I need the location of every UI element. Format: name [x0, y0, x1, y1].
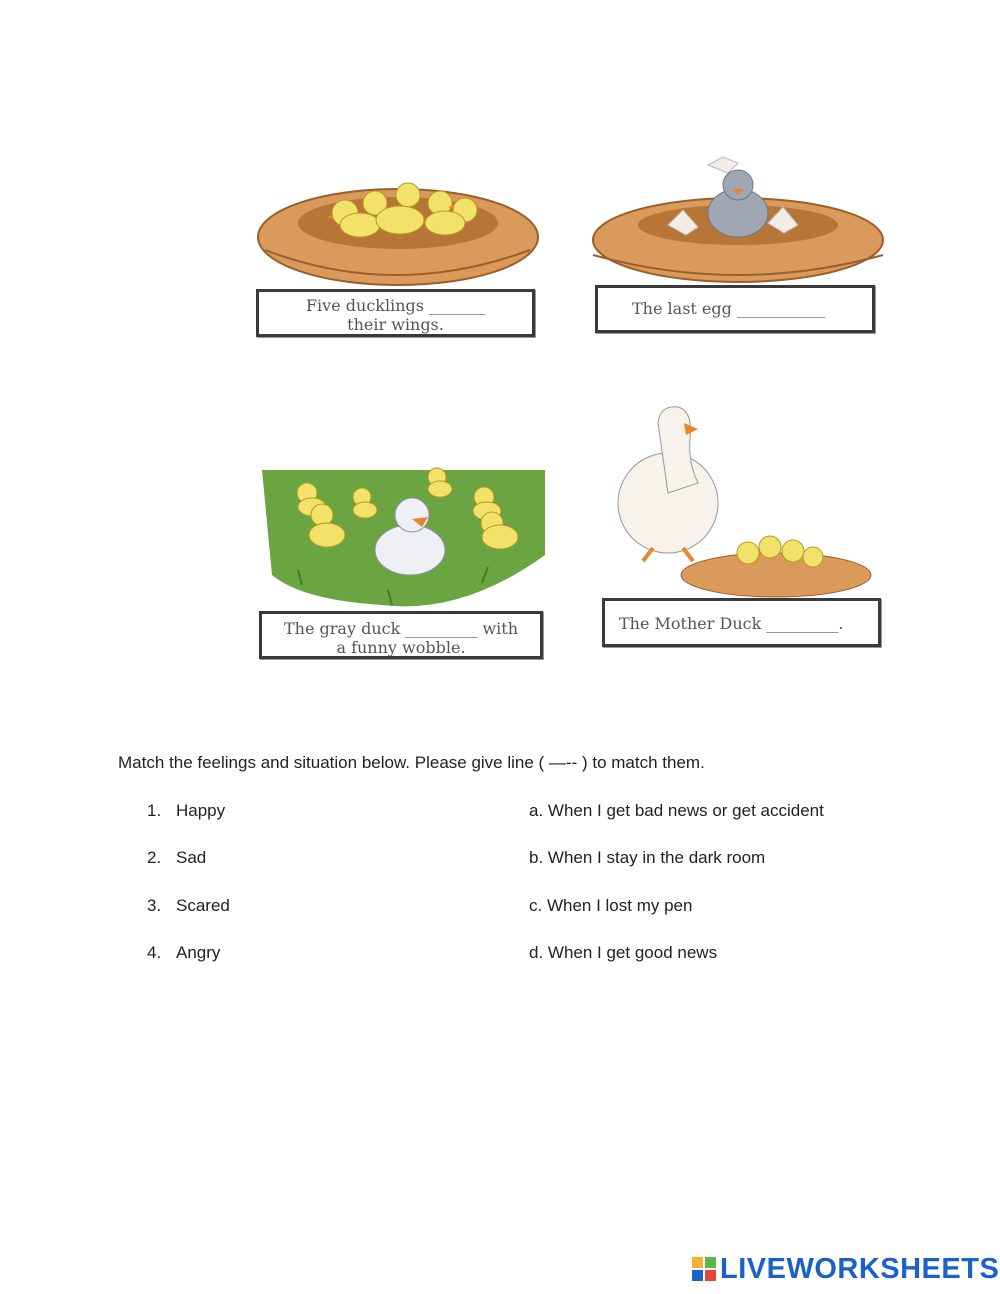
feeling-number: 4.: [147, 943, 162, 962]
liveworksheets-logo-icon: [692, 1257, 716, 1281]
caption-box: [256, 289, 535, 337]
feeling-number: 2.: [147, 848, 162, 867]
feeling-item: [147, 801, 225, 821]
caption-line-1: The last egg ___________: [632, 299, 825, 318]
match-instruction: Match the feelings and situation below. Please give line ( —-- ) to match them.: [118, 753, 705, 772]
situation-item: d. When I get good news: [529, 943, 718, 962]
situation-item: a. When I get bad news or get accident: [529, 801, 824, 820]
feeling-label: Sad: [176, 848, 207, 867]
caption-line-1: The Mother Duck _________.: [619, 614, 844, 633]
feeling-item: [147, 896, 230, 916]
feeling-label: Happy: [176, 801, 226, 820]
panel-ducklings-nest: [250, 165, 545, 340]
caption-line-2: a funny wobble.: [336, 638, 466, 657]
panel-mother-duck: [598, 393, 888, 653]
nest-with-hatching-egg-illustration: [588, 155, 888, 285]
caption-box: [595, 285, 875, 333]
caption-line-1: Five ducklings _______: [305, 296, 486, 315]
caption-box: [259, 611, 543, 659]
feeling-number: 1.: [147, 801, 162, 820]
situation-item: b. When I stay in the dark room: [529, 848, 766, 867]
feeling-item: [147, 848, 206, 868]
situation-item: c. When I lost my pen: [529, 896, 693, 915]
feeling-item: [147, 943, 220, 963]
ducklings-in-grass-illustration: [262, 465, 547, 615]
liveworksheets-logo-text: LIVEWORKSHEETS: [720, 1252, 1000, 1285]
liveworksheets-logo: [692, 1252, 999, 1286]
panel-last-egg: [588, 155, 888, 335]
caption-box: [602, 598, 881, 647]
mother-duck-illustration: [598, 393, 888, 598]
panel-gray-duck-grass: [262, 465, 547, 660]
caption-line-1: The gray duck _________ with: [283, 619, 518, 638]
feeling-number: 3.: [147, 896, 162, 915]
feeling-label: Angry: [176, 943, 221, 962]
feeling-label: Scared: [176, 896, 230, 915]
caption-line-2: their wings.: [347, 315, 444, 334]
nest-with-ducklings-illustration: [250, 165, 545, 290]
